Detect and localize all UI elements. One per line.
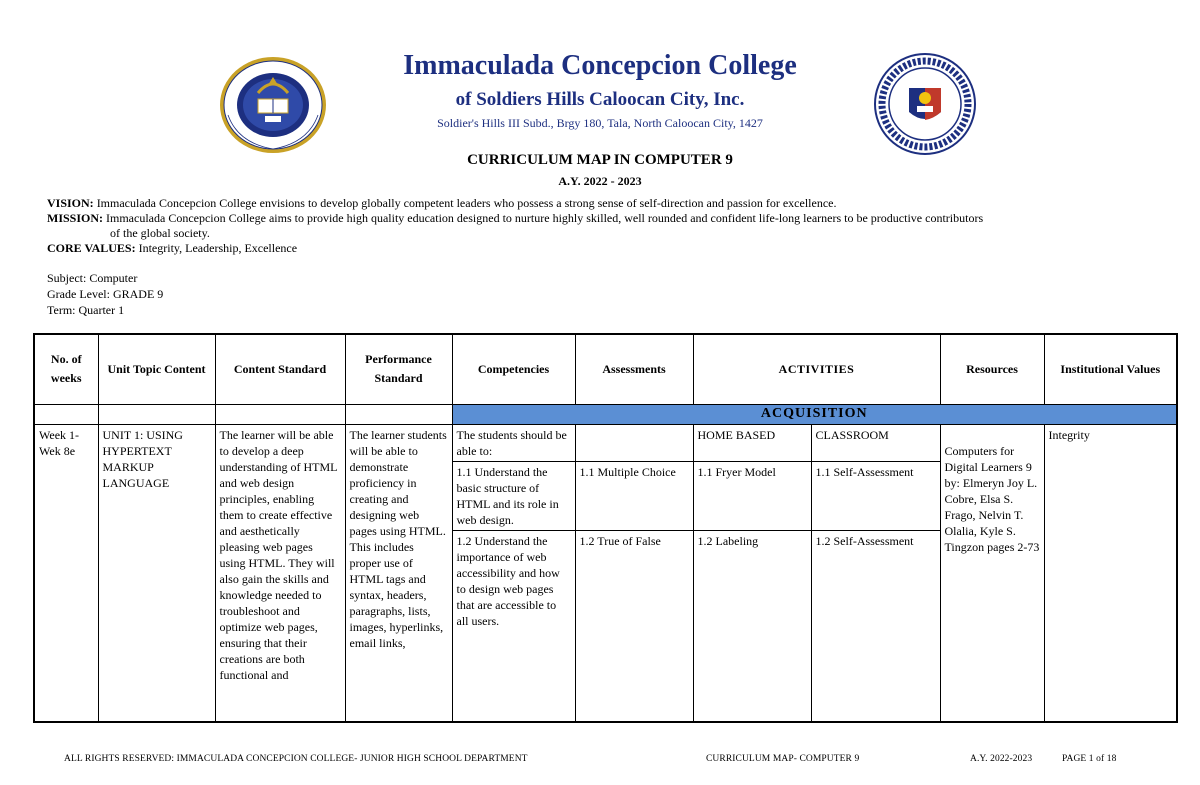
school-address: Soldier's Hills III Subd., Brgy 180, Tala, North Caloocan City, 1427: [437, 116, 763, 130]
header-institutional-values: Institutional Values: [1044, 334, 1177, 404]
vision-text: Immaculada Concepcion College envisions to develop globally competent leaders who possess a strong sense of self-direction and passion for excellence.: [96, 196, 837, 210]
core-values-line: [47, 241, 297, 255]
weeks-cell: Week 1- Wek 8e: [34, 424, 98, 722]
header-performance-standard: Performance Standard: [345, 334, 452, 404]
core-values-label: CORE VALUES:: [47, 241, 136, 255]
classroom-activity-cell: 1.1 Self-Assessment: [811, 461, 940, 530]
vision-line: [47, 196, 836, 210]
header-resources: Resources: [940, 334, 1044, 404]
school-name: Immaculada Concepcion College: [403, 50, 797, 81]
academic-year: A.Y. 2022 - 2023: [558, 174, 642, 188]
performance-standard-cell: The learner students will be able to demonstrate proficiency in creating and designing web pages using HTML. This includes proper use of HTML tags and syntax, headers, paragraphs, lists, images, hyperlinks, email links,: [345, 424, 452, 722]
acquisition-band: ACQUISITION: [452, 404, 1177, 424]
header-unit-topic: Unit Topic Content: [98, 334, 215, 404]
home-based-heading: HOME BASED: [693, 424, 811, 461]
mission-line: [47, 211, 1057, 225]
header-assessments: Assessments: [575, 334, 693, 404]
school-subtitle: of Soldiers Hills Caloocan City, Inc.: [455, 89, 745, 110]
competency-intro-cell: The students should be able to:: [452, 424, 575, 461]
classroom-activity-cell: 1.2 Self-Assessment: [811, 530, 940, 722]
core-values-text: Integrity, Leadership, Excellence: [138, 241, 298, 255]
header-activities: ACTIVITIES: [693, 334, 940, 404]
mission-label: MISSION:: [47, 211, 104, 225]
resources-cell: Computers for Digital Learners 9 by: Elmeryn Joy L. Cobre, Elsa S. Frago, Nelvin T. Olalia, Kyle S. Tingzon pages 2-73: [940, 424, 1044, 722]
institutional-values-cell: Integrity: [1044, 424, 1177, 722]
blank-cell: [34, 404, 98, 424]
header-competencies: Competencies: [452, 334, 575, 404]
subject-line: Subject: Computer: [47, 271, 138, 285]
curriculum-map-table: [33, 333, 1178, 723]
classroom-heading: CLASSROOM: [811, 424, 940, 461]
footer-rights: ALL RIGHTS RESERVED: IMMACULADA CONCEPCION COLLEGE- JUNIOR HIGH SCHOOL DEPARTMENT: [64, 754, 528, 764]
mission-text: Immaculada Concepcion College aims to provide high quality education designed to nurture highly skilled, well rounded and confident life-long learners to be productive contributors: [106, 211, 984, 225]
unit-topic-cell: UNIT 1: USING HYPERTEXT MARKUP LANGUAGE: [98, 424, 215, 722]
blank-cell: [575, 424, 693, 461]
document-title: CURRICULUM MAP IN COMPUTER 9: [467, 152, 733, 168]
term-line: Term: Quarter 1: [47, 303, 125, 317]
mission-line-2: of the global society.: [110, 226, 210, 240]
footer-page-number: PAGE 1 of 18: [1062, 754, 1117, 764]
assessment-cell: 1.1 Multiple Choice: [575, 461, 693, 530]
footer-doc-name: CURRICULUM MAP- COMPUTER 9: [706, 754, 860, 764]
home-activity-cell: 1.1 Fryer Model: [693, 461, 811, 530]
content-standard-cell: The learner will be able to develop a deep understanding of HTML and web design principles, enabling them to create effective and aesthetically pleasing web pages using HTML. They will also gain the skills and knowledge needed to troubleshoot and optimize web pages, ensuring that their creations are both functional and: [215, 424, 345, 722]
header-weeks: No. of weeks: [34, 334, 98, 404]
assessment-cell: 1.2 True of False: [575, 530, 693, 722]
blank-cell: [345, 404, 452, 424]
blank-cell: [98, 404, 215, 424]
competency-cell: 1.1 Understand the basic structure of HTML and its role in web design.: [452, 461, 575, 530]
header-content-standard: Content Standard: [215, 334, 345, 404]
footer-academic-year: A.Y. 2022-2023: [970, 754, 1033, 764]
home-activity-cell: 1.2 Labeling: [693, 530, 811, 722]
competency-cell: 1.2 Understand the importance of web accessibility and how to design web pages that are accessible to all users.: [452, 530, 575, 722]
vision-label: VISION:: [47, 196, 94, 210]
blank-cell: [215, 404, 345, 424]
grade-line: Grade Level: GRADE 9: [47, 287, 164, 301]
